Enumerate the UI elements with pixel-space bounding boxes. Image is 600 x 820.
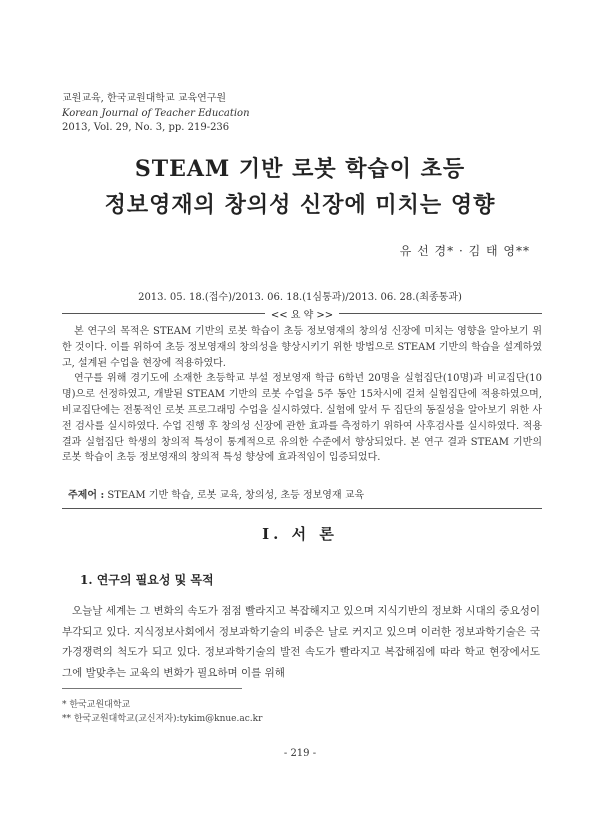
- journal-volume: 2013, Vol. 29, No. 3, pp. 219-236: [62, 122, 230, 133]
- journal-name-ko: 교원교육, 한국교원대학교 교육연구원: [62, 93, 227, 104]
- abstract-paragraph-2: 연구를 위해 경기도에 소재한 초등학교 부설 정보영재 학급 6학년 20명을 실험집단(10명)과 비교집단(10명)으로 선정하였고, 개발된 STEAM 기반의 로봇 수업을 5주 동안 15차시에 걸쳐 실험집단에 적용하였으며, 비교집단에는 전통적인 로봇 프로그래밍 수업을 실시하였다. 실험에 앞서 두 집단의 동질성을 알아보기 위한 사전 검사를 실시하였다. 수업 진행 후 창의성 신장에 관한 효과를 측정하기 위하여 사후검사를 실시하였다. 적용 결과 실험집단 학생의 창의적 특성이 통계적으로 유의한 수준에서 향상되었다. 본 연구 결과 STEAM 기반의 로봇 학습이 초등 정보영재의 창의적 특성 향상에 효과적임이 입증되었다.: [62, 373, 542, 464]
- authors: 유 선 경* · 김 태 영**: [399, 244, 530, 258]
- keywords-label: 주제어 :: [68, 490, 105, 501]
- abstract-heading-text: << 요 약 >>: [265, 310, 339, 321]
- footnote-2: ** 한국교원대학교(교신저자):tykim@knue.ac.kr: [62, 714, 263, 724]
- review-dates: 2013. 05. 18.(접수)/2013. 06. 18.(1심통과)/2013. 06. 28.(최종통과): [138, 292, 462, 303]
- footnote-1: * 한국교원대학교: [62, 700, 131, 710]
- body-paragraph: 오늘날 세계는 그 변화의 속도가 점점 빨라지고 복잡해지고 있으며 지식기반의 정보화 시대의 중요성이 부각되고 있다. 지식정보사회에서 정보과학기술의 비중은 날로 커지고 있으며 이러한 정보과학기술은 국가경쟁력의 척도가 되고 있다. 정보과학기술의 발전 속도가 빨라지고 복잡해짐에 따라 학교 현장에서도 그에 발맞추는 교육의 변화가 필요하며 이를 위해: [62, 605, 540, 679]
- footnote-divider: [62, 688, 242, 689]
- paper-title-line1: STEAM 기반 로봇 학습이 초등: [134, 156, 466, 182]
- page-number: - 219 -: [283, 748, 317, 759]
- keywords: [68, 486, 364, 501]
- paper-title-line2: 정보영재의 창의성 신장에 미치는 영향: [104, 192, 496, 218]
- journal-name-en: Korean Journal of Teacher Education: [62, 107, 250, 119]
- abstract-text: [62, 324, 542, 466]
- body-text: [62, 601, 540, 683]
- abstract-box: [62, 306, 542, 464]
- abstract-heading: [62, 306, 542, 321]
- keywords-text: STEAM 기반 학습, 로봇 교육, 창의성, 초등 정보영재 교육: [107, 490, 365, 501]
- journal-info: [62, 92, 250, 136]
- abstract-paragraph-1: 본 연구의 목적은 STEAM 기반의 로봇 학습이 초등 정보영재의 창의성 신장에 미치는 영향을 알아보기 위한 것이다. 이를 위하여 초등 정보영재의 창의성을 향상시키기 위한 방법으로 STEAM 기반의 학습을 설계하였고, 설계된 수업을 현장에 적용하였다.: [62, 326, 542, 369]
- section-title: Ⅰ. 서 론: [262, 525, 338, 543]
- abstract-bottom-rule: [62, 508, 542, 509]
- subsection-title: 1. 연구의 필요성 및 목적: [80, 573, 214, 587]
